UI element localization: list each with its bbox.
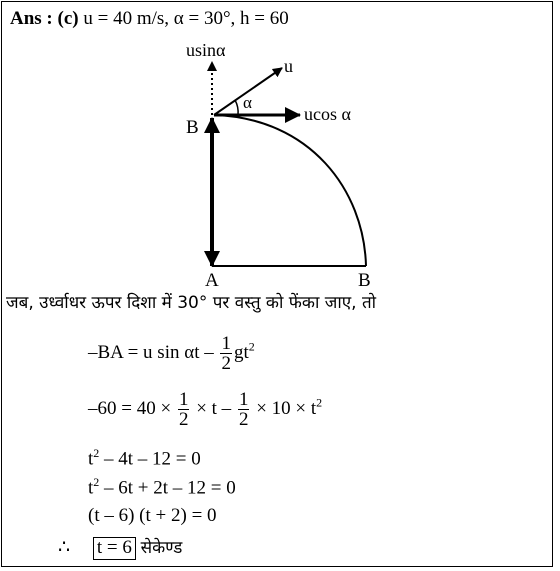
fraction-half: $\frac{1}{2}$ [221,333,231,374]
equation-5: (t – 6) (t + 2) = 0 [88,505,217,526]
label-b-ground: B [358,270,371,291]
answer-prefix: Ans : [10,8,53,29]
label-alpha: α [243,93,252,112]
equation-4: $t^2 - 6t + 2t - 12 = 0$ [88,475,236,499]
label-a: A [205,270,219,291]
label-u: u [284,56,293,76]
angle-arc [235,100,238,115]
equation-3: $t^2 - 4t - 12 = 0$ [88,446,201,470]
given-values: u = 40 m/s, α = 30°, h = 60 [83,8,289,29]
hindi-statement: जब, उर्ध्वाधर ऊपर दिशा में 30° पर वस्तु को फेंका जाए, तो [6,293,377,313]
label-usin: usinα [186,40,226,60]
final-answer [58,535,182,560]
trajectory-curve [214,115,366,266]
label-b-top: B [186,117,199,138]
answer-option: (c) [57,8,79,29]
therefore-symbol: ∴ [58,537,71,558]
boxed-answer: t = 6 [93,537,136,560]
answer-unit: सेकेण्ड [140,538,183,558]
fraction-half-1: $\frac{1}{2}$ [178,389,189,430]
label-ucos: ucos α [304,104,351,124]
equation-2: –60 = 40 × $\frac{1}{2}$ × t – $\frac{1}{2}$ × $10 \times t^2$ [88,389,323,430]
fraction-half-2: $\frac{1}{2}$ [238,389,249,430]
equation-1: –BA = u sin αt – $\frac{1}{2}$ $gt^2$ [88,333,255,374]
